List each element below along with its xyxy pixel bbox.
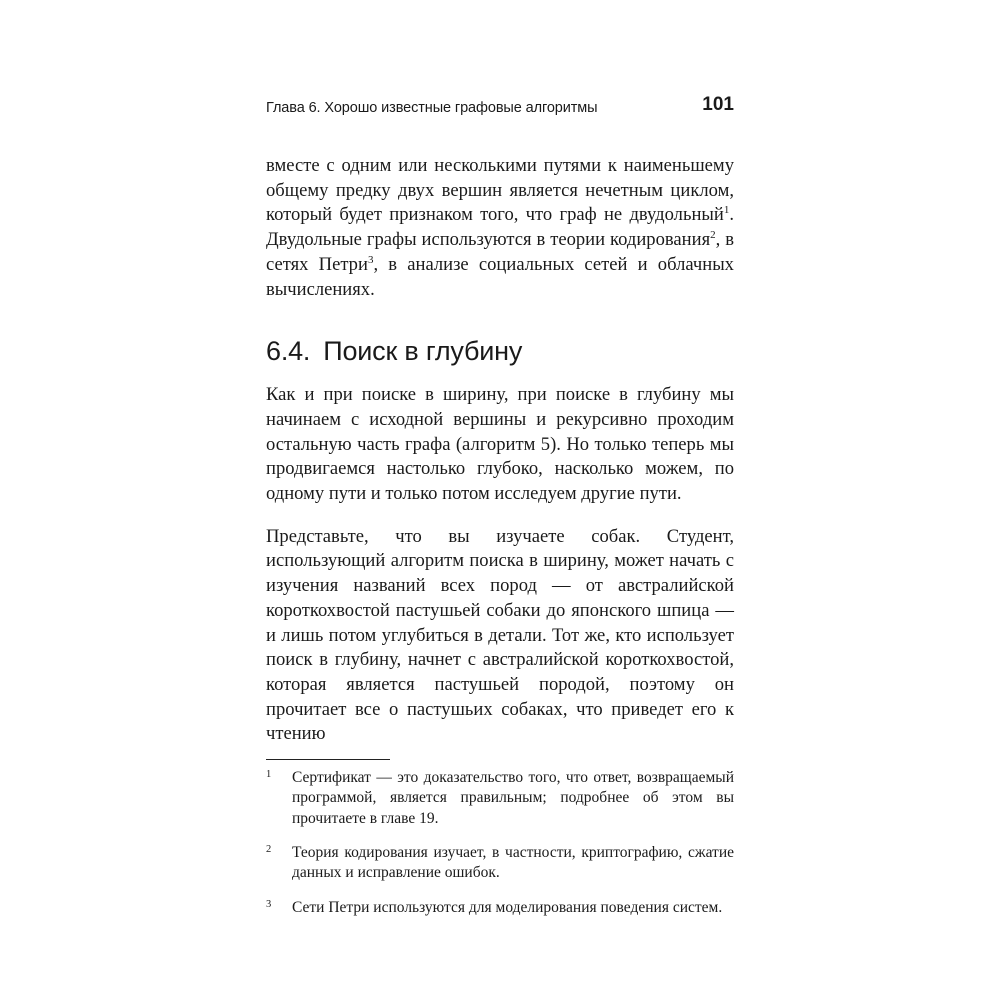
body-paragraph: Как и при поиске в ширину, при поиске в глубину мы начинаем с исходной вершины и рекурсивно проходим остальную часть графа (алгоритм 5). Но только теперь мы продвигаемся настолько глубоко, насколько можем, по одному пути и только потом исследуем другие пути. [266, 384, 734, 505]
section-title: Поиск в глубину [323, 336, 523, 367]
intro-text-1: вместе с одним или несколькими путями к наименьшему общему предку двух вершин является нечетным циклом, который будет признаком того, что граф не двудольный [266, 155, 734, 226]
footnote-text-3: Сети Петри используются для моделирования поведения систем. [292, 898, 723, 916]
intro-text-3: , в сетях Петри [266, 229, 734, 275]
book-page [266, 92, 734, 932]
body-paragraph: Представьте, что вы изучаете собак. Студент, использующий алгоритм поиска в ширину, может начать с изучения названий всех пород — от австралийской короткохвостой пастушьей собаки до японского шпица — и лишь потом углубиться в детали. Тот же, кто использует поиск в глубину, начнет с австралийской короткохвостой, которая является пастушьей породой, поэтому он прочитает все о пастушьих собаках, что приведет его к чтению [266, 525, 734, 745]
footnote-text-1: Сертификат — это доказательство того, что ответ, возвращаемый программой, является правильным; подробнее об этом вы прочитаете в главе 19. [292, 769, 734, 827]
running-title: Глава 6. Хорошо известные графовые алгоритмы [266, 100, 598, 116]
intro-text-4: , в анализе социальных сетей и облачных вычислениях. [266, 253, 734, 300]
page-number: 101 [702, 94, 734, 115]
section-number: 6.4. [266, 336, 311, 367]
footnote-2 [266, 843, 734, 884]
footnote-ref-1: 1 [723, 204, 730, 217]
footnote-mark-3: 3 [266, 898, 272, 910]
intro-text-2: . Двудольные графы используются в теории кодирования [266, 204, 734, 251]
footnote-ref-2: 2 [710, 228, 716, 241]
intro-paragraph [266, 154, 734, 302]
footnote-ref-3: 3 [367, 253, 374, 266]
footnote-3 [266, 898, 734, 918]
footnote-text-2: Теория кодирования изучает, в частности, криптографию, сжатие данных и исправление ошибок. [292, 843, 734, 882]
footnote-mark-1: 1 [266, 769, 272, 781]
footnotes [266, 768, 734, 918]
footnote-mark-2: 2 [266, 843, 272, 855]
footnote-divider [266, 759, 390, 760]
running-header [266, 92, 734, 120]
section-heading [266, 331, 734, 371]
footnote-1 [266, 768, 734, 829]
